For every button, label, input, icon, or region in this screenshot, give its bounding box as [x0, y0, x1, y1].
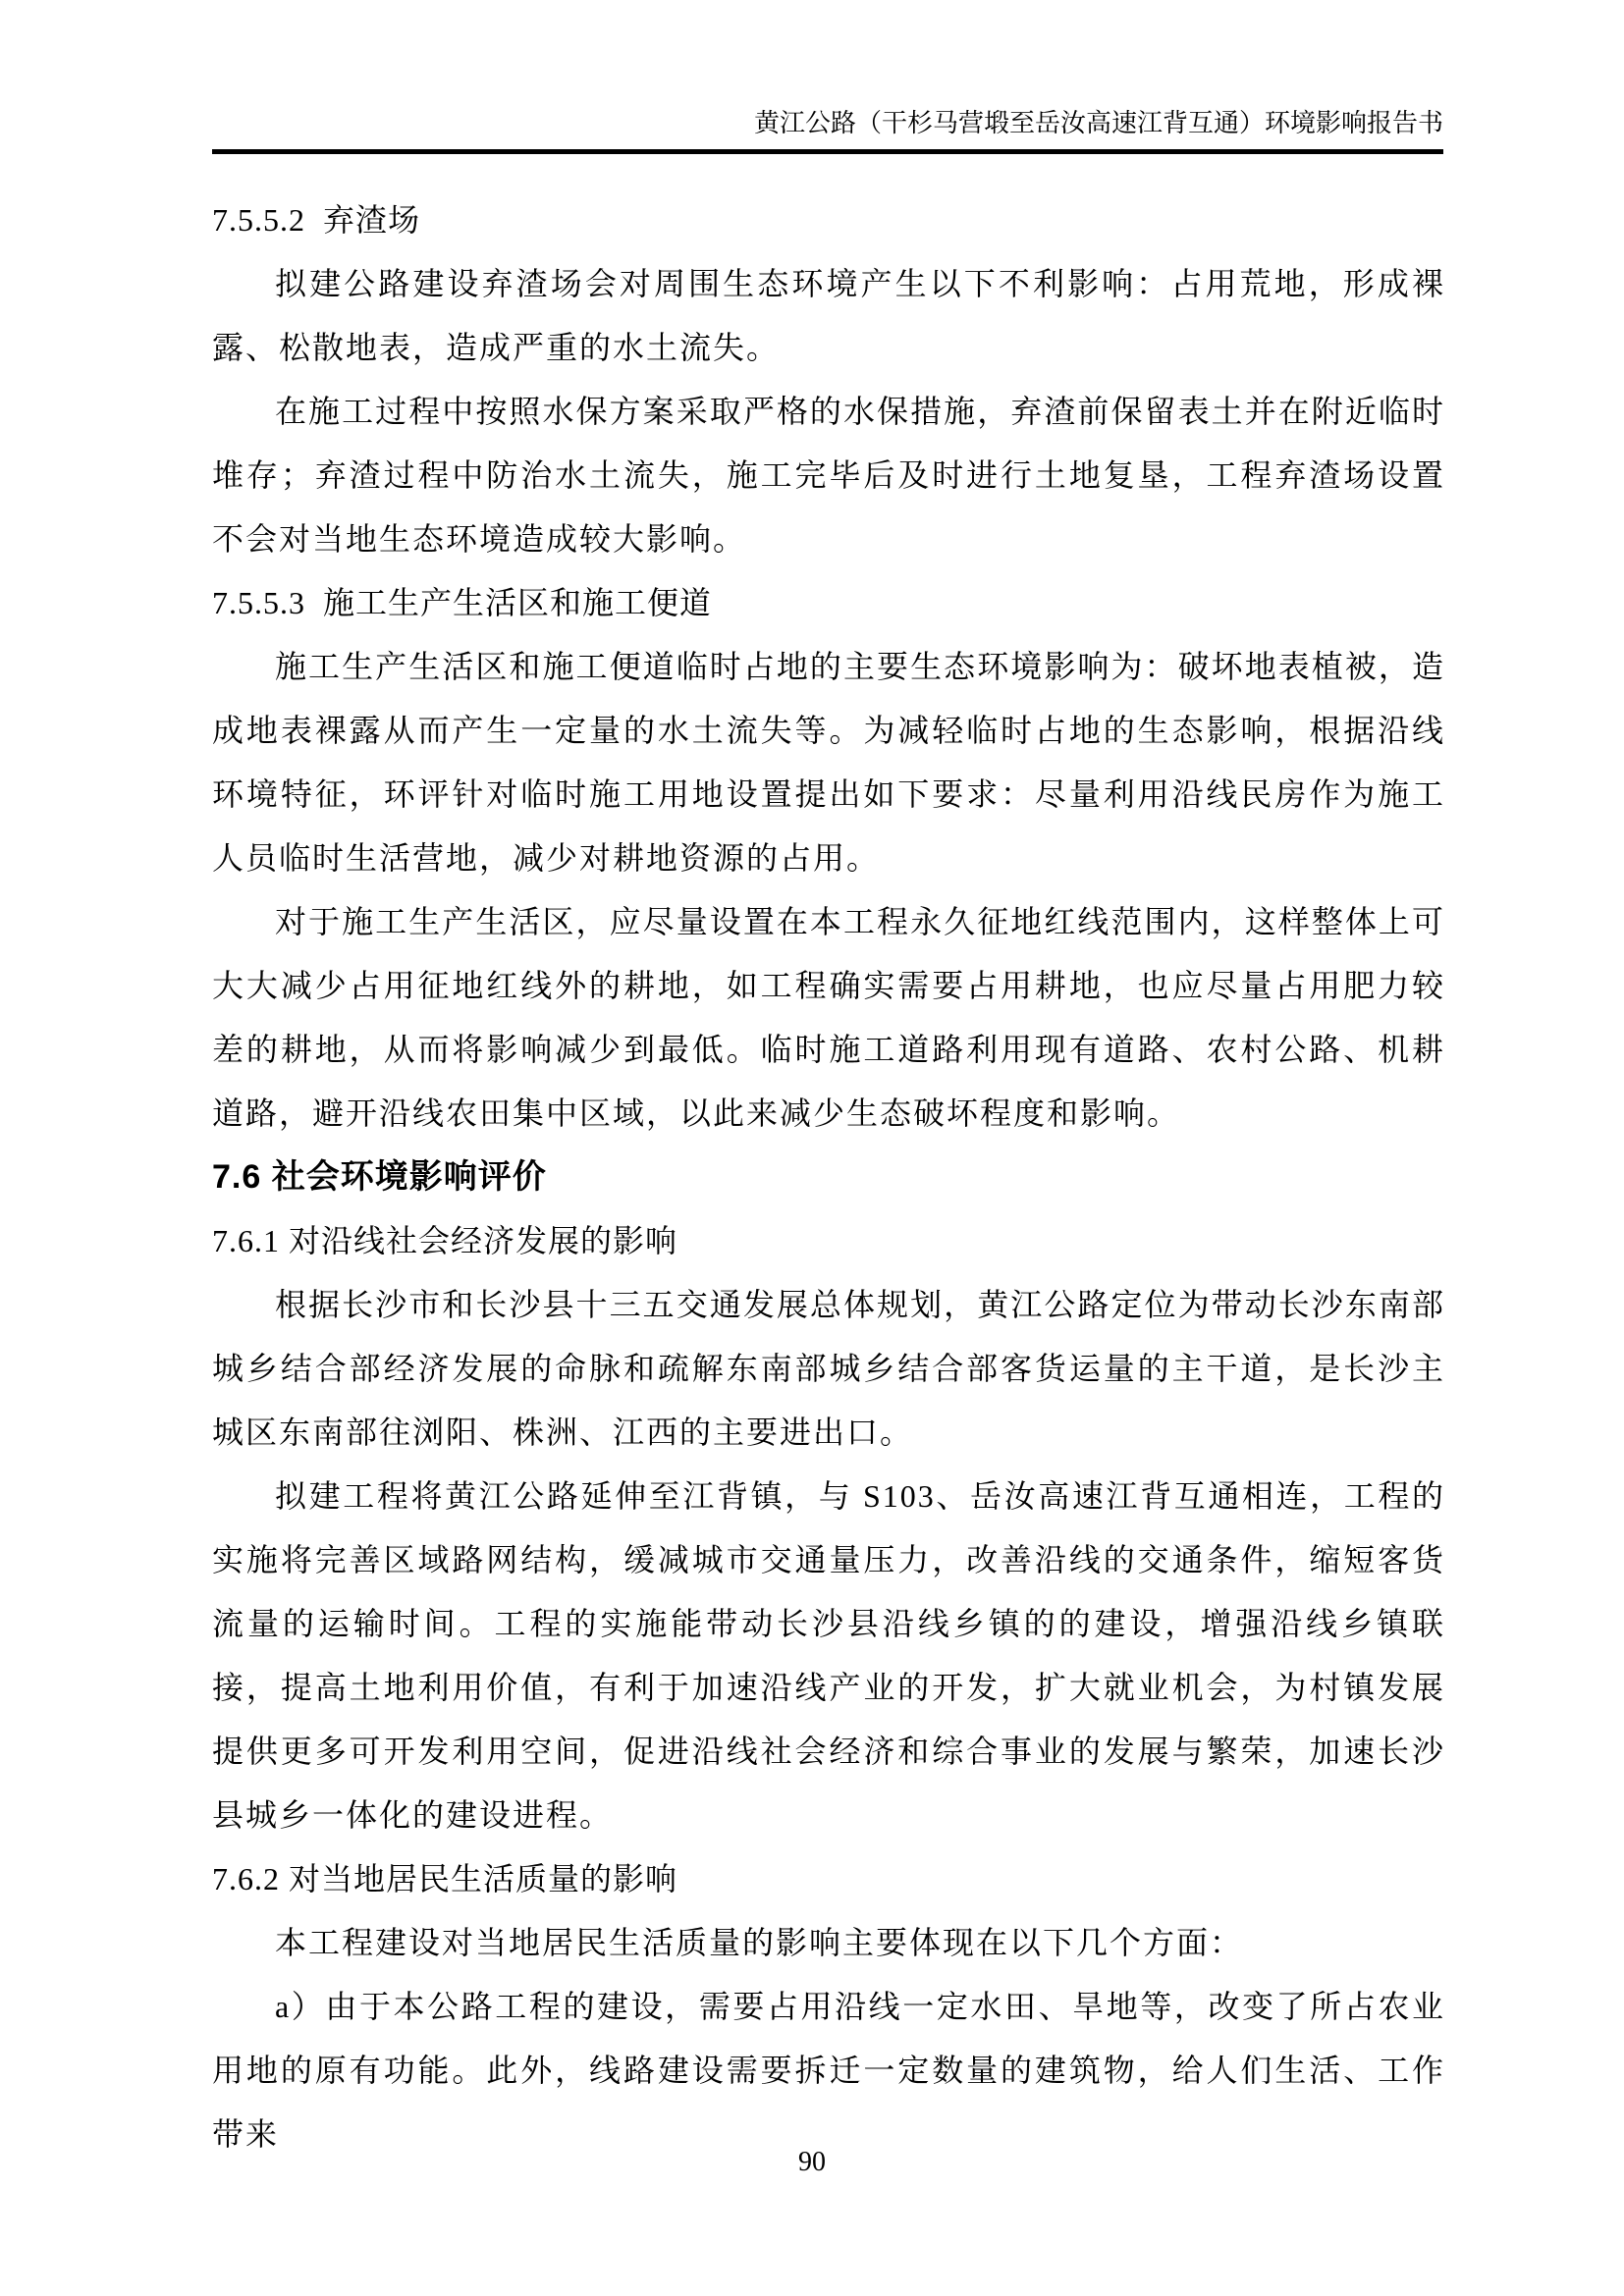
header-rule: [212, 149, 1443, 154]
document-body: [212, 188, 1445, 2166]
section-heading-7553: 7.5.5.3 施工生产生活区和施工便道: [212, 585, 713, 620]
page-number: 90: [798, 2147, 826, 2177]
section-heading-762: 7.6.2 对当地居民生活质量的影响: [212, 1861, 678, 1896]
paragraph-living-area-siting: 对于施工生产生活区，应尽量设置在本工程永久征地红线范围内，这样整体上可大大减少占用征地红线外的耕地，如工程确实需要占用耕地，也应尽量占用肥力较差的耕地，从而将影响减少到最低。临时施工道路利用现有道路、农村公路、机耕道路，避开沿线农田集中区域，以此来减少生态破坏程度和影响。: [212, 904, 1445, 1131]
paragraph-temp-land-impact: 施工生产生活区和施工便道临时占地的主要生态环境影响为：破坏地表植被，造成地表裸露从而产生一定量的水土流失等。为减轻临时占地的生态影响，根据沿线环境特征，环评针对临时施工用地设置提出如下要求：尽量利用沿线民房作为施工人员临时生活营地，减少对耕地资源的占用。: [212, 649, 1445, 876]
section-heading-761: 7.6.1 对沿线社会经济发展的影响: [212, 1223, 678, 1258]
header-title: 黄江公路（干杉马营塅至岳汝高速江背互通）环境影响报告书: [753, 109, 1443, 137]
section-heading-7552: 7.5.5.2 弃渣场: [212, 202, 421, 238]
section-heading-76: 7.6 社会环境影响评价: [212, 1158, 547, 1196]
paragraph-spoil-ground-impact: 拟建公路建设弃渣场会对周围生态环境产生以下不利影响：占用荒地，形成裸露、松散地表，造成严重的水土流失。: [212, 266, 1445, 365]
paragraph-life-quality-intro: 本工程建设对当地居民生活质量的影响主要体现在以下几个方面：: [275, 1925, 1244, 1960]
paragraph-life-quality-item-a: a）由于本公路工程的建设，需要占用沿线一定水田、旱地等，改变了所占农业用地的原有功能。此外，线路建设需要拆迁一定数量的建筑物，给人们生活、工作带来: [212, 1989, 1445, 2152]
paragraph-spoil-ground-measures: 在施工过程中按照水保方案采取严格的水保措施，弃渣前保留表土并在附近临时堆存；弃渣过程中防治水土流失，施工完毕后及时进行土地复垦，工程弃渣场设置不会对当地生态环境造成较大影响。: [212, 394, 1445, 557]
paragraph-road-positioning: 根据长沙市和长沙县十三五交通发展总体规划，黄江公路定位为带动长沙东南部城乡结合部经济发展的命脉和疏解东南部城乡结合部客货运量的主干道，是长沙主城区东南部往浏阳、株洲、江西的主要进出口。: [212, 1287, 1445, 1450]
paragraph-project-benefits: 拟建工程将黄江公路延伸至江背镇，与 S103、岳汝高速江背互通相连，工程的实施将完善区域路网结构，缓减城市交通量压力，改善沿线的交通条件，缩短客货流量的运输时间。工程的实施能带动长沙县沿线乡镇的的建设，增强沿线乡镇联接，提高土地利用价值，有利于加速沿线产业的开发，扩大就业机会，为村镇发展提供更多可开发利用空间，促进沿线社会经济和综合事业的发展与繁荣，加速长沙县城乡一体化的建设进程。: [212, 1478, 1445, 1833]
